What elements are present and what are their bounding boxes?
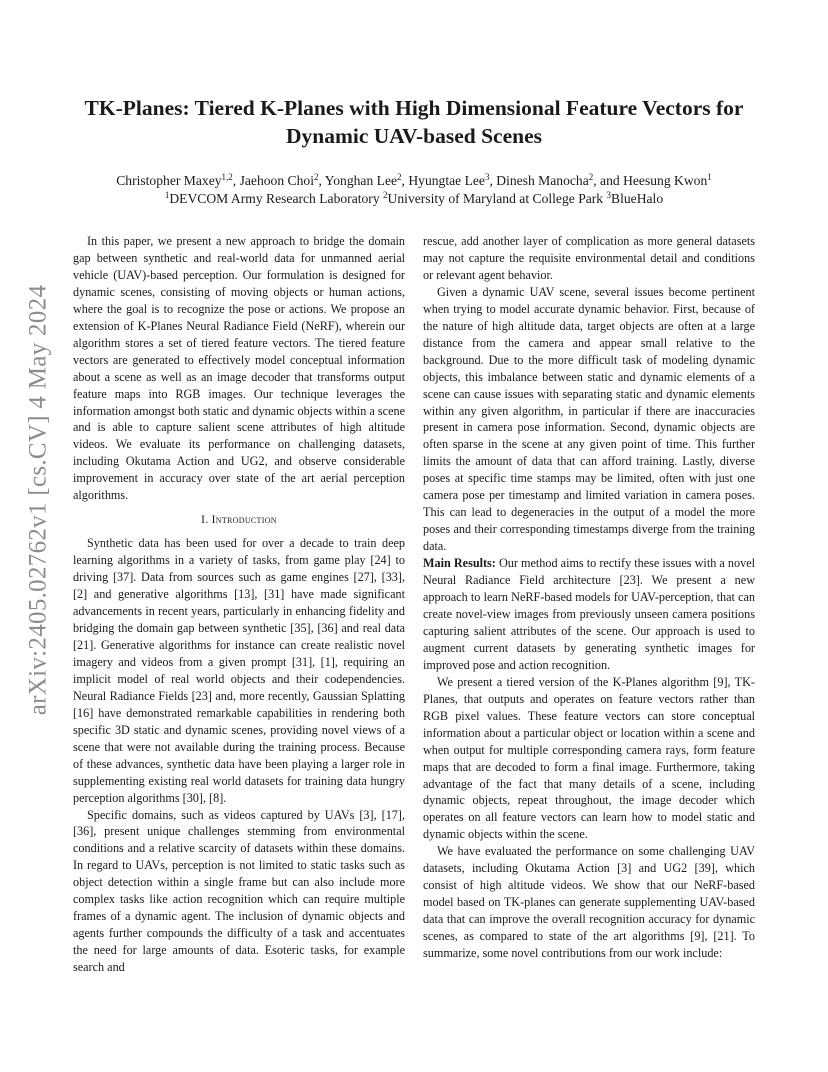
affiliations <box>60 190 768 207</box>
author: Hyungtae Lee$^3$ <box>408 172 490 188</box>
author: Heesung Kwon$^1$ <box>623 172 712 188</box>
author: Dinesh Manocha$^2$ <box>496 172 594 188</box>
right-column <box>423 233 755 962</box>
body-paragraph: Synthetic data has been used for over a decade to train deep learning algorithms in a variety of tasks, from game play [24] to driving [37]. Data from sources such as game engines [27], [33], [2] and generative algorithms [13], [31] have made significant advancements in recent years, particularly in enhancing fidelity and bridging the domain gap between synthetic [35], [36] and real data [21]. Generative algorithms for instance can create realistic novel imagery and videos from a given prompt [31], [1], requiring an implicit model of real world objects and their codependencies. Neural Radiance Fields [23] and, more recently, Gaussian Splatting [16] have demonstrated remarkable capabilities in rendering both specific 3D static and dynamic scenes, providing novel views of a scene that were not available during the training process. Because of these advances, synthetic data have been playing a larger role in supplementing existing real world datasets for training data hungry perception algorithms [30], [8]. <box>73 536 405 805</box>
author-list: Christopher Maxey$^{1,2}$, Jaehoon Choi$^2$, Yonghan Lee$^2$, Hyungtae Lee$^3$, Dinesh Manocha$^2$, and Heesung Kwon$^1$ <box>116 172 712 188</box>
affiliation: $^1$DEVCOM Army Research Laboratory <box>164 190 380 206</box>
body-paragraph: We have evaluated the performance on some challenging UAV datasets, including Okutama Action [3] and UG2 [39], which consist of high altitude videos. We show that our NeRF-based model based on TK-planes can generate supplementing UAV-based data that can improve the overall recognition accuracy for dynamic scenes, as compared to state of the art algorithms [9], [21]. To summarize, some novel contributions from our work include: <box>423 844 755 961</box>
left-column <box>73 233 405 976</box>
affiliation: $^3$BlueHalo <box>606 190 664 206</box>
body-paragraph: Specific domains, such as videos captured by UAVs [3], [17], [36], present unique challenges stemming from environmental conditions and a relative scarcity of datasets within these domains. In regard to UAVs, perception is not limited to static tasks such as object detection within a single frame but can also include more complex tasks like action recognition which can require multiple frames of a dynamic agent. The inclusion of dynamic objects and agents further compounds the difficulty of a task and accentuates the need for large amounts of data. Esoteric tasks, for example search and <box>73 807 405 975</box>
arxiv-watermark: arXiv:2405.02762v1 [cs.CV] 4 May 2024 <box>24 284 51 716</box>
abstract: In this paper, we present a new approach to bridge the domain gap between synthetic and real-world data for unmanned aerial vehicle (UAV)-based perception. Our formulation is designed for dynamic scenes, consisting of moving objects or human actions, where the goal is to recognize the pose or actions. We propose an extension of K-Planes Neural Radiance Field (NeRF), wherein our algorithm stores a set of tiered feature vectors. The tiered feature vectors are generated to effectively model conceptual information about a scene as well as an image decoder that transforms output feature maps into RGB images. Our technique leverages the information amongst both static and dynamic objects within a scene and is able to capture salient scene attributes of high altitude videos. We evaluate its performance on challenging datasets, including Okutama Action and UG2, and observe considerable improvement in accuracy over state of the art aerial perception algorithms. <box>73 234 405 503</box>
section-heading-introduction: I. Introduction <box>201 514 277 527</box>
body-paragraph: We present a tiered version of the K-Planes algorithm [9], TK-Planes, that outputs and operates on feature vectors rather than RGB pixel values. These feature vectors can store conceptual information about a particular object or location within a scene and when output for multiple corresponding camera rays, form feature maps that are decoded to form a final image. Furthermore, taking advantage of the fact that many details of a scene, including dynamic objects, repeat throughout, the image decoder which operates on all feature vectors can learn how to model static and dynamic objects within the scene. <box>423 674 755 842</box>
affiliation: $^2$University of Maryland at College Park <box>383 190 604 206</box>
main-results-label: Main Results: <box>423 556 496 571</box>
author: Jaehoon Choi$^2$ <box>239 172 319 188</box>
main-results-paragraph: Main Results: Our method aims to rectify these issues with a novel Neural Radiance Field architecture [23]. We present a new approach to learn NeRF-based models for UAV-perception, that can create novel-view images from previously unseen camera positions capturing salient attributes of the scene. Our approach is used to augment current datasets by generating synthetic images for improved pose and action recognition. <box>423 556 755 672</box>
body-paragraph-continued: rescue, add another layer of complication as more general datasets may not capture the requisite environmental detail and conditions or relevant agent behavior. <box>423 234 755 282</box>
paper-title: TK-Planes: Tiered K-Planes with High Dimensional Feature Vectors for Dynamic UAV-based Scenes <box>84 96 744 148</box>
author: Yonghan Lee$^2$ <box>324 172 402 188</box>
author: Christopher Maxey$^{1,2}$ <box>116 172 233 188</box>
body-paragraph: Given a dynamic UAV scene, several issues become pertinent when trying to model accurate dynamic behavior. First, because of the nature of high altitude data, target objects are often at a large distance from the camera and appear small relative to the background. Due to the more difficult task of modeling dynamic objects, this imbalance between static and dynamic elements of a scene can cause issues with separating static and dynamic elements within any given algorithm, in particular if there are inaccuracies present in camera pose information. Second, dynamic objects are often sparse in the scene at any given point of time. This further limits the amount of data that can afford training. Lastly, diverse poses at specific time stamps may be limited, often with just one camera pose per timestamp and limited variation in camera poses. This can lead to degeneracies in the output of a model the more poses and their corresponding timestamps diverge from the training data. <box>423 284 755 554</box>
